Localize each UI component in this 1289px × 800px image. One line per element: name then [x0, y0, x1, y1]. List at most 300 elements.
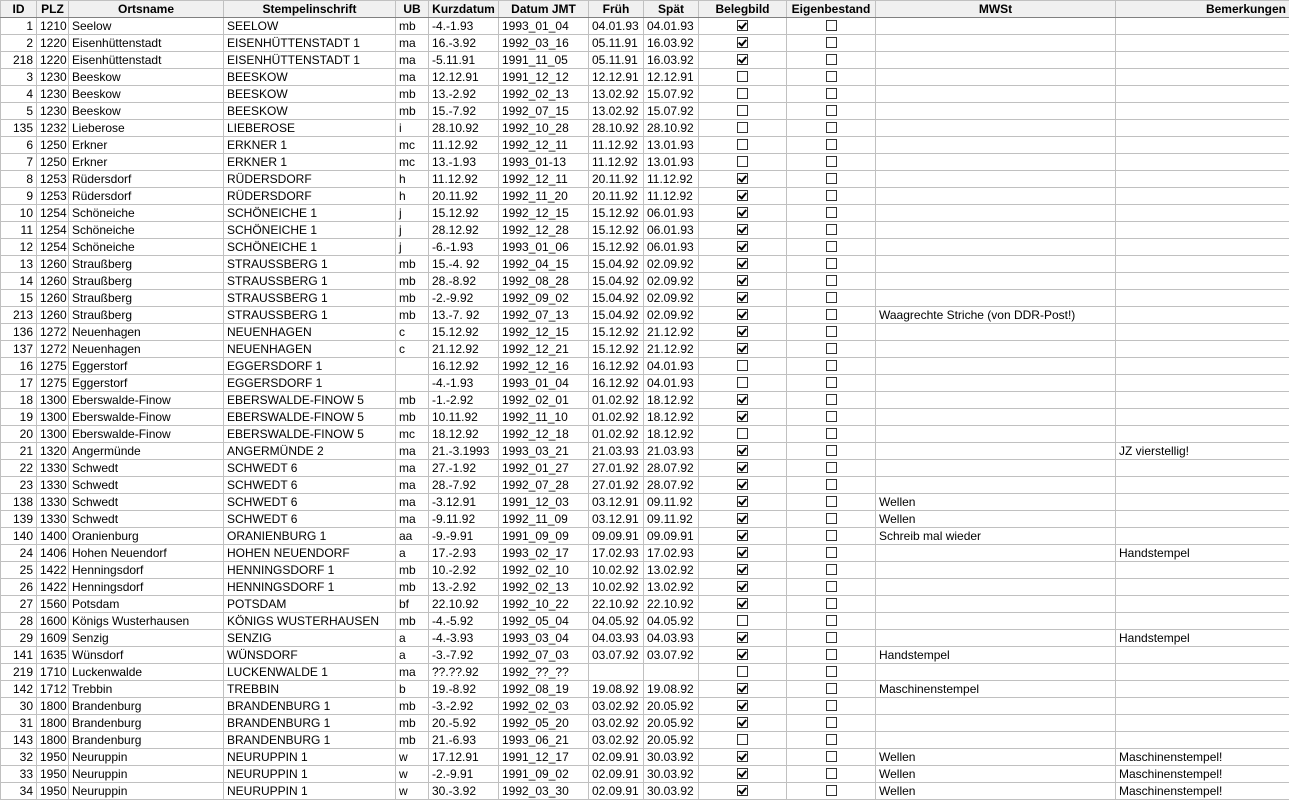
cell-plz[interactable]: 1635: [37, 647, 69, 664]
col-header-plz[interactable]: PLZ: [37, 1, 69, 18]
belegbild-checkbox[interactable]: [737, 496, 748, 507]
cell-spaet[interactable]: 11.12.92: [644, 188, 699, 205]
cell-spaet[interactable]: 30.03.92: [644, 783, 699, 800]
cell-eigenbestand[interactable]: [787, 511, 876, 528]
cell-plz[interactable]: 1800: [37, 715, 69, 732]
cell-frueh[interactable]: 20.11.92: [589, 171, 644, 188]
cell-bemerkungen[interactable]: [1116, 256, 1289, 273]
cell-plz[interactable]: 1254: [37, 239, 69, 256]
cell-datum-jmt[interactable]: 1993_01_06: [499, 239, 589, 256]
cell-id[interactable]: 16: [1, 358, 37, 375]
cell-bemerkungen[interactable]: [1116, 613, 1289, 630]
cell-eigenbestand[interactable]: [787, 86, 876, 103]
cell-belegbild[interactable]: [699, 154, 787, 171]
cell-spaet[interactable]: 09.11.92: [644, 494, 699, 511]
cell-plz[interactable]: 1800: [37, 732, 69, 749]
cell-mwst[interactable]: [876, 375, 1116, 392]
cell-stempelinschrift[interactable]: HOHEN NEUENDORF: [224, 545, 396, 562]
cell-stempelinschrift[interactable]: STRAUSSBERG 1: [224, 290, 396, 307]
belegbild-checkbox[interactable]: [737, 513, 748, 524]
table-row[interactable]: [1, 494, 1289, 511]
cell-stempelinschrift[interactable]: EBERSWALDE-FINOW 5: [224, 392, 396, 409]
cell-frueh[interactable]: 13.02.92: [589, 103, 644, 120]
cell-belegbild[interactable]: [699, 137, 787, 154]
cell-id[interactable]: 6: [1, 137, 37, 154]
table-row[interactable]: [1, 460, 1289, 477]
cell-bemerkungen[interactable]: [1116, 273, 1289, 290]
cell-ortsname[interactable]: Lieberose: [69, 120, 224, 137]
cell-ub[interactable]: mc: [396, 137, 429, 154]
cell-plz[interactable]: 1275: [37, 375, 69, 392]
cell-kurzdatum[interactable]: 15.-4. 92: [429, 256, 499, 273]
table-row[interactable]: [1, 222, 1289, 239]
cell-frueh[interactable]: 13.02.92: [589, 86, 644, 103]
cell-datum-jmt[interactable]: 1992_10_28: [499, 120, 589, 137]
cell-plz[interactable]: 1330: [37, 460, 69, 477]
cell-frueh[interactable]: 15.12.92: [589, 239, 644, 256]
cell-ortsname[interactable]: Henningsdorf: [69, 579, 224, 596]
cell-plz[interactable]: 1330: [37, 494, 69, 511]
cell-frueh[interactable]: 10.02.92: [589, 562, 644, 579]
eigenbestand-checkbox[interactable]: [826, 173, 837, 184]
cell-bemerkungen[interactable]: [1116, 596, 1289, 613]
cell-spaet[interactable]: 21.03.93: [644, 443, 699, 460]
cell-plz[interactable]: 1320: [37, 443, 69, 460]
cell-bemerkungen[interactable]: [1116, 120, 1289, 137]
cell-stempelinschrift[interactable]: SCHÖNEICHE 1: [224, 205, 396, 222]
cell-stempelinschrift[interactable]: LUCKENWALDE 1: [224, 664, 396, 681]
cell-mwst[interactable]: [876, 613, 1116, 630]
cell-plz[interactable]: 1300: [37, 409, 69, 426]
cell-belegbild[interactable]: [699, 324, 787, 341]
table-row[interactable]: [1, 681, 1289, 698]
cell-belegbild[interactable]: [699, 103, 787, 120]
cell-plz[interactable]: 1230: [37, 86, 69, 103]
cell-datum-jmt[interactable]: 1992_05_04: [499, 613, 589, 630]
belegbild-checkbox[interactable]: [737, 462, 748, 473]
cell-bemerkungen[interactable]: [1116, 698, 1289, 715]
cell-id[interactable]: 3: [1, 69, 37, 86]
cell-eigenbestand[interactable]: [787, 341, 876, 358]
cell-datum-jmt[interactable]: 1993_03_21: [499, 443, 589, 460]
cell-stempelinschrift[interactable]: BEESKOW: [224, 69, 396, 86]
cell-spaet[interactable]: 15.07.92: [644, 86, 699, 103]
cell-ub[interactable]: c: [396, 341, 429, 358]
cell-bemerkungen[interactable]: [1116, 392, 1289, 409]
eigenbestand-checkbox[interactable]: [826, 496, 837, 507]
cell-belegbild[interactable]: [699, 664, 787, 681]
cell-datum-jmt[interactable]: 1992_11_20: [499, 188, 589, 205]
cell-id[interactable]: 32: [1, 749, 37, 766]
table-row[interactable]: [1, 273, 1289, 290]
eigenbestand-checkbox[interactable]: [826, 598, 837, 609]
eigenbestand-checkbox[interactable]: [826, 411, 837, 422]
cell-eigenbestand[interactable]: [787, 69, 876, 86]
cell-eigenbestand[interactable]: [787, 324, 876, 341]
cell-datum-jmt[interactable]: 1992_10_22: [499, 596, 589, 613]
table-row[interactable]: [1, 732, 1289, 749]
cell-bemerkungen[interactable]: [1116, 681, 1289, 698]
cell-id[interactable]: 27: [1, 596, 37, 613]
belegbild-checkbox[interactable]: [737, 105, 748, 116]
cell-id[interactable]: 29: [1, 630, 37, 647]
cell-id[interactable]: 23: [1, 477, 37, 494]
cell-belegbild[interactable]: [699, 52, 787, 69]
cell-bemerkungen[interactable]: Handstempel: [1116, 545, 1289, 562]
table-row[interactable]: [1, 477, 1289, 494]
cell-frueh[interactable]: 03.07.92: [589, 647, 644, 664]
cell-bemerkungen[interactable]: [1116, 375, 1289, 392]
cell-mwst[interactable]: [876, 290, 1116, 307]
table-row[interactable]: [1, 256, 1289, 273]
cell-kurzdatum[interactable]: 21.12.92: [429, 341, 499, 358]
cell-spaet[interactable]: 22.10.92: [644, 596, 699, 613]
eigenbestand-checkbox[interactable]: [826, 768, 837, 779]
belegbild-checkbox[interactable]: [737, 360, 748, 371]
cell-datum-jmt[interactable]: 1993_01_04: [499, 375, 589, 392]
cell-id[interactable]: 11: [1, 222, 37, 239]
table-row[interactable]: [1, 86, 1289, 103]
cell-frueh[interactable]: 01.02.92: [589, 392, 644, 409]
cell-mwst[interactable]: [876, 52, 1116, 69]
cell-id[interactable]: 21: [1, 443, 37, 460]
cell-kurzdatum[interactable]: 17.-2.93: [429, 545, 499, 562]
table-row[interactable]: [1, 120, 1289, 137]
cell-plz[interactable]: 1253: [37, 188, 69, 205]
cell-datum-jmt[interactable]: 1992_12_15: [499, 205, 589, 222]
cell-belegbild[interactable]: [699, 783, 787, 800]
cell-eigenbestand[interactable]: [787, 222, 876, 239]
table-row[interactable]: [1, 783, 1289, 800]
cell-ub[interactable]: ma: [396, 494, 429, 511]
belegbild-checkbox[interactable]: [737, 343, 748, 354]
cell-stempelinschrift[interactable]: SCHÖNEICHE 1: [224, 239, 396, 256]
cell-bemerkungen[interactable]: Maschinenstempel!: [1116, 749, 1289, 766]
cell-bemerkungen[interactable]: [1116, 35, 1289, 52]
cell-mwst[interactable]: [876, 188, 1116, 205]
cell-ortsname[interactable]: Neuruppin: [69, 766, 224, 783]
cell-mwst[interactable]: [876, 715, 1116, 732]
eigenbestand-checkbox[interactable]: [826, 700, 837, 711]
cell-datum-jmt[interactable]: 1992_12_21: [499, 341, 589, 358]
cell-ortsname[interactable]: Trebbin: [69, 681, 224, 698]
cell-belegbild[interactable]: [699, 35, 787, 52]
cell-ortsname[interactable]: Oranienburg: [69, 528, 224, 545]
cell-eigenbestand[interactable]: [787, 596, 876, 613]
belegbild-checkbox[interactable]: [737, 139, 748, 150]
cell-stempelinschrift[interactable]: TREBBIN: [224, 681, 396, 698]
cell-id[interactable]: 26: [1, 579, 37, 596]
cell-eigenbestand[interactable]: [787, 443, 876, 460]
cell-mwst[interactable]: [876, 324, 1116, 341]
cell-eigenbestand[interactable]: [787, 188, 876, 205]
cell-datum-jmt[interactable]: 1992_12_15: [499, 324, 589, 341]
cell-frueh[interactable]: 22.10.92: [589, 596, 644, 613]
cell-spaet[interactable]: 28.07.92: [644, 477, 699, 494]
cell-bemerkungen[interactable]: [1116, 171, 1289, 188]
cell-id[interactable]: 20: [1, 426, 37, 443]
cell-frueh[interactable]: 17.02.93: [589, 545, 644, 562]
cell-id[interactable]: 5: [1, 103, 37, 120]
cell-mwst[interactable]: [876, 596, 1116, 613]
eigenbestand-checkbox[interactable]: [826, 241, 837, 252]
cell-mwst[interactable]: [876, 732, 1116, 749]
cell-kurzdatum[interactable]: 21.-3.1993: [429, 443, 499, 460]
cell-spaet[interactable]: 28.10.92: [644, 120, 699, 137]
cell-eigenbestand[interactable]: [787, 137, 876, 154]
cell-eigenbestand[interactable]: [787, 494, 876, 511]
cell-datum-jmt[interactable]: 1992_02_03: [499, 698, 589, 715]
cell-belegbild[interactable]: [699, 69, 787, 86]
cell-frueh[interactable]: 16.12.92: [589, 358, 644, 375]
cell-spaet[interactable]: 13.02.92: [644, 579, 699, 596]
cell-mwst[interactable]: [876, 69, 1116, 86]
cell-belegbild[interactable]: [699, 698, 787, 715]
cell-datum-jmt[interactable]: 1993_02_17: [499, 545, 589, 562]
cell-ortsname[interactable]: Eberswalde-Finow: [69, 409, 224, 426]
belegbild-checkbox[interactable]: [737, 768, 748, 779]
cell-eigenbestand[interactable]: [787, 579, 876, 596]
cell-plz[interactable]: 1950: [37, 766, 69, 783]
cell-bemerkungen[interactable]: [1116, 290, 1289, 307]
cell-frueh[interactable]: 15.04.92: [589, 290, 644, 307]
cell-ub[interactable]: mb: [396, 86, 429, 103]
cell-frueh[interactable]: 09.09.91: [589, 528, 644, 545]
cell-ub[interactable]: h: [396, 171, 429, 188]
cell-ortsname[interactable]: Neuruppin: [69, 783, 224, 800]
cell-frueh[interactable]: 11.12.92: [589, 154, 644, 171]
cell-datum-jmt[interactable]: 1993_01_04: [499, 18, 589, 35]
cell-bemerkungen[interactable]: [1116, 715, 1289, 732]
cell-bemerkungen[interactable]: [1116, 732, 1289, 749]
cell-bemerkungen[interactable]: [1116, 239, 1289, 256]
cell-ub[interactable]: ma: [396, 477, 429, 494]
cell-frueh[interactable]: 03.12.91: [589, 511, 644, 528]
cell-datum-jmt[interactable]: 1992_03_16: [499, 35, 589, 52]
cell-bemerkungen[interactable]: [1116, 188, 1289, 205]
eigenbestand-checkbox[interactable]: [826, 190, 837, 201]
cell-eigenbestand[interactable]: [787, 732, 876, 749]
belegbild-checkbox[interactable]: [737, 156, 748, 167]
table-row[interactable]: [1, 630, 1289, 647]
cell-kurzdatum[interactable]: ??.??.92: [429, 664, 499, 681]
cell-ortsname[interactable]: Schwedt: [69, 494, 224, 511]
cell-mwst[interactable]: Wellen: [876, 494, 1116, 511]
belegbild-checkbox[interactable]: [737, 37, 748, 48]
table-row[interactable]: [1, 307, 1289, 324]
cell-ub[interactable]: mb: [396, 18, 429, 35]
cell-plz[interactable]: 1600: [37, 613, 69, 630]
cell-mwst[interactable]: Handstempel: [876, 647, 1116, 664]
cell-frueh[interactable]: 02.09.91: [589, 766, 644, 783]
cell-ub[interactable]: mb: [396, 562, 429, 579]
eigenbestand-checkbox[interactable]: [826, 564, 837, 575]
cell-belegbild[interactable]: [699, 239, 787, 256]
cell-bemerkungen[interactable]: [1116, 494, 1289, 511]
cell-plz[interactable]: 1400: [37, 528, 69, 545]
cell-id[interactable]: 24: [1, 545, 37, 562]
cell-datum-jmt[interactable]: 1992_07_15: [499, 103, 589, 120]
cell-ub[interactable]: mb: [396, 732, 429, 749]
cell-belegbild[interactable]: [699, 171, 787, 188]
cell-belegbild[interactable]: [699, 715, 787, 732]
cell-ub[interactable]: w: [396, 749, 429, 766]
cell-ortsname[interactable]: Straußberg: [69, 273, 224, 290]
cell-belegbild[interactable]: [699, 749, 787, 766]
cell-id[interactable]: 15: [1, 290, 37, 307]
cell-frueh[interactable]: 03.02.92: [589, 715, 644, 732]
cell-mwst[interactable]: [876, 35, 1116, 52]
cell-datum-jmt[interactable]: 1992_11_09: [499, 511, 589, 528]
eigenbestand-checkbox[interactable]: [826, 207, 837, 218]
cell-belegbild[interactable]: [699, 443, 787, 460]
cell-ortsname[interactable]: Schwedt: [69, 511, 224, 528]
col-header-stempelinschrift[interactable]: Stempelinschrift: [224, 1, 396, 18]
cell-spaet[interactable]: 13.02.92: [644, 562, 699, 579]
cell-datum-jmt[interactable]: 1992_05_20: [499, 715, 589, 732]
cell-plz[interactable]: 1300: [37, 426, 69, 443]
cell-bemerkungen[interactable]: [1116, 103, 1289, 120]
cell-mwst[interactable]: [876, 426, 1116, 443]
cell-ub[interactable]: mb: [396, 103, 429, 120]
cell-spaet[interactable]: 12.12.91: [644, 69, 699, 86]
cell-kurzdatum[interactable]: 16.-3.92: [429, 35, 499, 52]
cell-plz[interactable]: 1330: [37, 511, 69, 528]
cell-mwst[interactable]: Maschinenstempel: [876, 681, 1116, 698]
cell-datum-jmt[interactable]: 1992_12_11: [499, 137, 589, 154]
cell-eigenbestand[interactable]: [787, 783, 876, 800]
cell-datum-jmt[interactable]: 1992_??_??: [499, 664, 589, 681]
cell-belegbild[interactable]: [699, 205, 787, 222]
cell-plz[interactable]: 1422: [37, 579, 69, 596]
cell-id[interactable]: 218: [1, 52, 37, 69]
belegbild-checkbox[interactable]: [737, 615, 748, 626]
cell-bemerkungen[interactable]: [1116, 69, 1289, 86]
cell-belegbild[interactable]: [699, 528, 787, 545]
cell-plz[interactable]: 1272: [37, 324, 69, 341]
table-row[interactable]: [1, 324, 1289, 341]
table-row[interactable]: [1, 511, 1289, 528]
cell-bemerkungen[interactable]: [1116, 205, 1289, 222]
cell-eigenbestand[interactable]: [787, 18, 876, 35]
cell-kurzdatum[interactable]: -1.-2.92: [429, 392, 499, 409]
cell-frueh[interactable]: 11.12.92: [589, 137, 644, 154]
cell-id[interactable]: 140: [1, 528, 37, 545]
cell-belegbild[interactable]: [699, 86, 787, 103]
cell-stempelinschrift[interactable]: ORANIENBURG 1: [224, 528, 396, 545]
cell-plz[interactable]: 1950: [37, 749, 69, 766]
cell-spaet[interactable]: 20.05.92: [644, 715, 699, 732]
cell-id[interactable]: 137: [1, 341, 37, 358]
col-header-belegbild[interactable]: Belegbild: [699, 1, 787, 18]
cell-stempelinschrift[interactable]: BEESKOW: [224, 103, 396, 120]
cell-bemerkungen[interactable]: [1116, 579, 1289, 596]
eigenbestand-checkbox[interactable]: [826, 751, 837, 762]
eigenbestand-checkbox[interactable]: [826, 615, 837, 626]
belegbild-checkbox[interactable]: [737, 88, 748, 99]
cell-bemerkungen[interactable]: [1116, 307, 1289, 324]
cell-id[interactable]: 8: [1, 171, 37, 188]
cell-mwst[interactable]: [876, 460, 1116, 477]
cell-datum-jmt[interactable]: 1993_01-13: [499, 154, 589, 171]
cell-belegbild[interactable]: [699, 358, 787, 375]
cell-spaet[interactable]: 21.12.92: [644, 324, 699, 341]
cell-ub[interactable]: a: [396, 545, 429, 562]
cell-kurzdatum[interactable]: 13.-1.93: [429, 154, 499, 171]
cell-frueh[interactable]: 20.11.92: [589, 188, 644, 205]
cell-plz[interactable]: 1230: [37, 103, 69, 120]
cell-eigenbestand[interactable]: [787, 613, 876, 630]
cell-ortsname[interactable]: Neuenhagen: [69, 324, 224, 341]
cell-kurzdatum[interactable]: 13.-7. 92: [429, 307, 499, 324]
cell-spaet[interactable]: 13.01.93: [644, 154, 699, 171]
cell-datum-jmt[interactable]: 1992_02_13: [499, 579, 589, 596]
cell-kurzdatum[interactable]: 30.-3.92: [429, 783, 499, 800]
cell-kurzdatum[interactable]: 15.-7.92: [429, 103, 499, 120]
cell-ub[interactable]: j: [396, 239, 429, 256]
cell-eigenbestand[interactable]: [787, 647, 876, 664]
cell-ub[interactable]: h: [396, 188, 429, 205]
cell-ub[interactable]: ma: [396, 460, 429, 477]
cell-datum-jmt[interactable]: 1991_09_09: [499, 528, 589, 545]
cell-ortsname[interactable]: Wünsdorf: [69, 647, 224, 664]
table-row[interactable]: [1, 443, 1289, 460]
cell-ub[interactable]: ma: [396, 69, 429, 86]
cell-belegbild[interactable]: [699, 596, 787, 613]
cell-mwst[interactable]: [876, 171, 1116, 188]
cell-frueh[interactable]: 01.02.92: [589, 409, 644, 426]
cell-stempelinschrift[interactable]: BEESKOW: [224, 86, 396, 103]
cell-spaet[interactable]: 19.08.92: [644, 681, 699, 698]
cell-stempelinschrift[interactable]: EISENHÜTTENSTADT 1: [224, 35, 396, 52]
belegbild-checkbox[interactable]: [737, 241, 748, 252]
cell-spaet[interactable]: 16.03.92: [644, 52, 699, 69]
table-row[interactable]: [1, 375, 1289, 392]
cell-ortsname[interactable]: Senzig: [69, 630, 224, 647]
cell-frueh[interactable]: 05.11.91: [589, 52, 644, 69]
cell-mwst[interactable]: [876, 120, 1116, 137]
cell-kurzdatum[interactable]: -3.-7.92: [429, 647, 499, 664]
cell-belegbild[interactable]: [699, 375, 787, 392]
cell-belegbild[interactable]: [699, 392, 787, 409]
cell-eigenbestand[interactable]: [787, 154, 876, 171]
table-row[interactable]: [1, 749, 1289, 766]
cell-id[interactable]: 139: [1, 511, 37, 528]
col-header-frueh[interactable]: Früh: [589, 1, 644, 18]
cell-datum-jmt[interactable]: 1992_08_28: [499, 273, 589, 290]
cell-kurzdatum[interactable]: 10.-2.92: [429, 562, 499, 579]
cell-mwst[interactable]: [876, 698, 1116, 715]
belegbild-checkbox[interactable]: [737, 20, 748, 31]
cell-id[interactable]: 25: [1, 562, 37, 579]
cell-belegbild[interactable]: [699, 273, 787, 290]
eigenbestand-checkbox[interactable]: [826, 666, 837, 677]
cell-mwst[interactable]: [876, 18, 1116, 35]
eigenbestand-checkbox[interactable]: [826, 88, 837, 99]
cell-eigenbestand[interactable]: [787, 766, 876, 783]
cell-stempelinschrift[interactable]: STRAUSSBERG 1: [224, 273, 396, 290]
table-row[interactable]: [1, 103, 1289, 120]
cell-ortsname[interactable]: Brandenburg: [69, 698, 224, 715]
cell-id[interactable]: 30: [1, 698, 37, 715]
cell-stempelinschrift[interactable]: HENNINGSDORF 1: [224, 562, 396, 579]
cell-ortsname[interactable]: Schwedt: [69, 477, 224, 494]
cell-spaet[interactable]: 17.02.93: [644, 545, 699, 562]
cell-id[interactable]: 136: [1, 324, 37, 341]
cell-eigenbestand[interactable]: [787, 52, 876, 69]
cell-plz[interactable]: 1230: [37, 69, 69, 86]
cell-ub[interactable]: mb: [396, 613, 429, 630]
